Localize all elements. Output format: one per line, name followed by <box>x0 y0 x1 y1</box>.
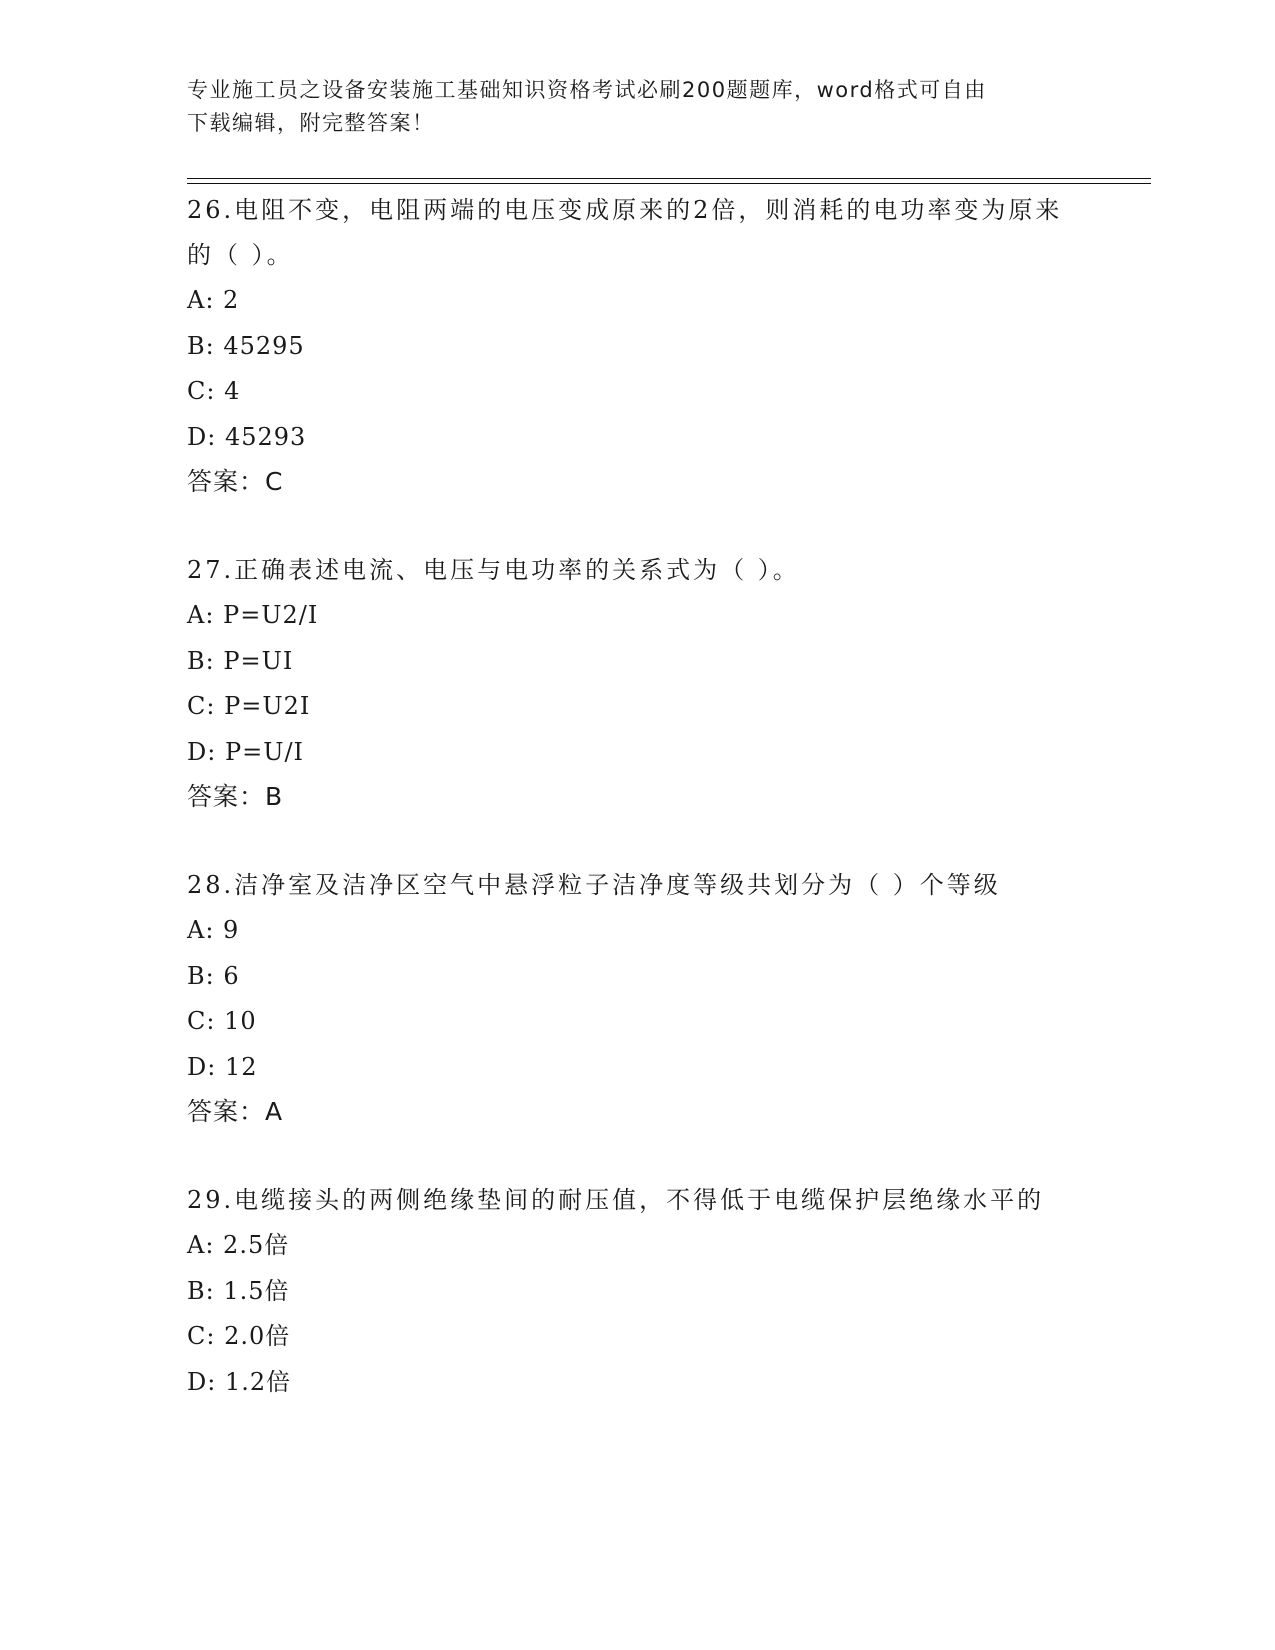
option-a: A: 9 <box>187 916 240 944</box>
answer: 答案：C <box>187 467 284 496</box>
option-d: D: P=U/I <box>187 737 305 766</box>
option-d: D: 1.2倍 <box>187 1367 292 1396</box>
answer: 答案：A <box>187 1097 284 1126</box>
option-d: D: 45293 <box>187 422 307 451</box>
option-c: C: P=U2I <box>187 692 311 720</box>
option-c: C: 2.0倍 <box>187 1322 291 1350</box>
option-a: A: 2.5倍 <box>187 1231 290 1259</box>
question-text: 28.洁净室及洁净区空气中悬浮粒子洁净度等级共划分为（ ）个等级 <box>187 871 1001 899</box>
header-line-1: 专业施工员之设备安装施工基础知识资格考试必刷200题题库，word格式可自由 <box>187 78 987 102</box>
header-line-2: 下载编辑，附完整答案！ <box>187 111 435 135</box>
answer: 答案：B <box>187 782 284 811</box>
question-text: 27.正确表述电流、电压与电功率的关系式为（ ）。 <box>187 556 800 584</box>
option-d: D: 12 <box>187 1052 258 1081</box>
question-text: 29.电缆接头的两侧绝缘垫间的耐压值，不得低于电缆保护层绝缘水平的 <box>187 1186 1045 1214</box>
question-27 <box>187 548 1087 819</box>
option-b: B: 45295 <box>187 331 305 360</box>
question-28 <box>187 863 1087 1134</box>
header-divider-top <box>187 178 1151 179</box>
question-spacer <box>187 1134 1087 1178</box>
option-b: B: 1.5倍 <box>187 1276 290 1305</box>
question-29 <box>187 1178 1087 1405</box>
option-c: C: 4 <box>187 377 241 405</box>
document-header <box>187 74 1067 140</box>
question-text: 26.电阻不变，电阻两端的电压变成原来的2倍，则消耗的电功率变为原来的（ ）。 <box>187 196 1063 269</box>
question-26 <box>187 188 1087 504</box>
option-b: B: P=UI <box>187 646 294 675</box>
question-spacer <box>187 504 1087 548</box>
option-a: A: 2 <box>187 286 240 314</box>
option-a: A: P=U2/I <box>187 601 319 629</box>
question-list <box>187 188 1087 1405</box>
option-c: C: 10 <box>187 1007 257 1035</box>
option-b: B: 6 <box>187 961 240 990</box>
header-divider-bottom <box>187 183 1151 184</box>
question-spacer <box>187 819 1087 863</box>
